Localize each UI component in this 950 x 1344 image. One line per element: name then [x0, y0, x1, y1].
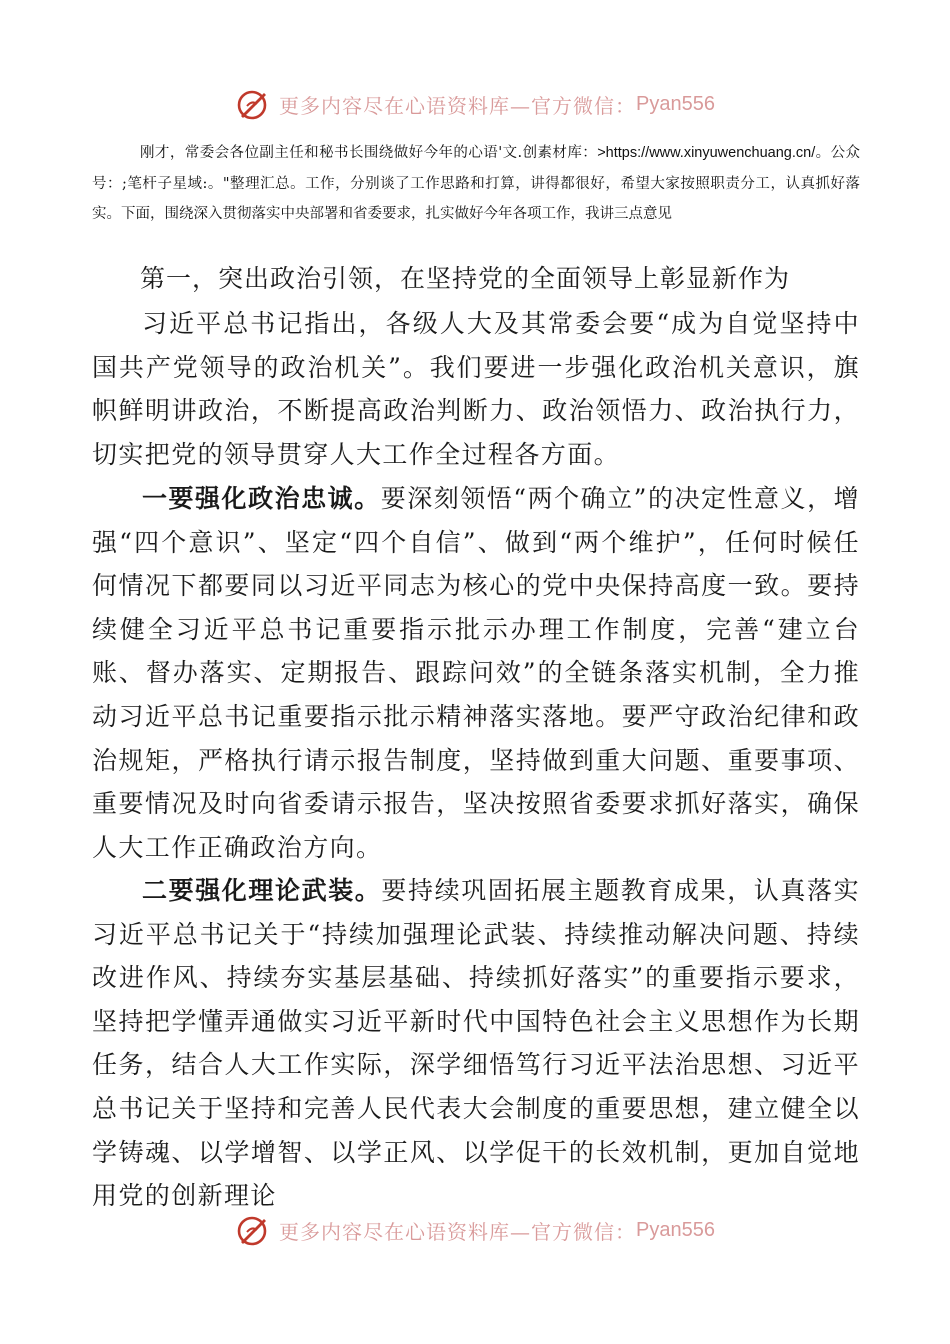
banner-wechat-id: Pyan556: [636, 92, 715, 115]
intro-paragraph: [92, 138, 860, 230]
section-heading: 第一，突出政治引领，在坚持党的全面领导上彰显新作为: [140, 264, 791, 293]
intro-url: >https://www.xinyuwenchuang.cn/: [597, 145, 816, 161]
point-2-text: 要持续巩固拓展主题教育成果，认真落实习近平总书记关于“持续加强理论武装、持续推动解决问题、持续改进作风、持续夯实基层基础、持续抓好落实”的重要指示要求，坚持把学懂弄通做实习近平新时代中国特色社会主义思想作为长期任务，结合人大工作实际，深学细悟笃行习近平法治思想、习近平总书记关于坚持和完善人民代表大会制度的重要思想，建立健全以学铸魂、以学增智、以学正风、以学促干的长效机制，更加自觉地用党的创新理论: [92, 876, 860, 1211]
point-2-title: 二要强化理论武装。: [142, 876, 382, 905]
pen-logo-icon: [235, 86, 271, 122]
intro-text-1: 刚才，常委会各位副主任和秘书长围绕做好今年的心语'文.创素材库：: [140, 145, 598, 161]
point-2-paragraph: [92, 869, 860, 1218]
point-1-paragraph: [92, 477, 860, 869]
banner-text: 更多内容尽在心语资料库—官方微信：: [279, 93, 637, 118]
banner-text: 更多内容尽在心语资料库—官方微信：: [279, 1219, 637, 1244]
watermark-banner-bottom: [0, 1208, 950, 1252]
point-1-text: 要深刻领悟“两个确立”的决定性意义，增强“四个意识”、坚定“四个自信”、做到“两个维护”，任何时候任何情况下都要同以习近平同志为核心的党中央保持高度一致。要持续健全习近平总书记重要指示批示办理工作制度，完善“建立台账、督办落实、定期报告、跟踪问效”的全链条落实机制，全力推动习近平总书记重要指示批示精神落实落地。要严守政治纪律和政治规矩，严格执行请示报告制度，坚持做到重大问题、重要事项、重要情况及时向省委请示报告，坚决按照省委要求抓好落实，确保人大工作正确政治方向。: [92, 484, 860, 862]
watermark-banner-top: [0, 82, 950, 126]
intro-text-2: 。公众号：;笔杆子星域:。"整理汇总。工作，分别谈了工作思路和打算，讲得都很好，希望大家按照职责分工，认真抓好落实。下面，围绕深入贯彻落实中央部署和省委要求，扎实做好今年各项工作，我讲三点意见: [92, 145, 861, 222]
section-paragraph-1: 习近平总书记指出，各级人大及其常委会要“成为自觉坚持中国共产党领导的政治机关”。我们要进一步强化政治机关意识，旗帜鲜明讲政治，不断提高政治判断力、政治领悟力、政治执行力，切实把党的领导贯穿人大工作全过程各方面。: [92, 309, 860, 469]
pen-logo-icon: [235, 1212, 271, 1248]
point-1-title: 一要强化政治忠诚。: [142, 484, 381, 513]
banner-wechat-id: Pyan556: [636, 1218, 715, 1241]
